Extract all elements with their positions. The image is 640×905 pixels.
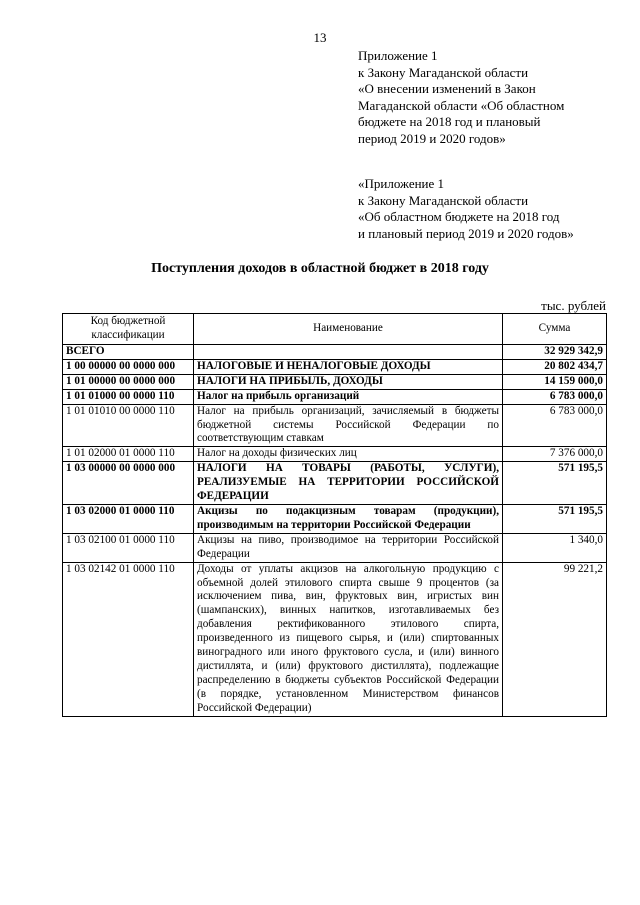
- table-row: [63, 447, 607, 462]
- cell-name: НАЛОГОВЫЕ И НЕНАЛОГОВЫЕ ДОХОДЫ: [194, 359, 503, 374]
- appendix-line: «Об областном бюджете на 2018 год: [358, 209, 560, 225]
- cell-sum: 571 195,5: [503, 504, 607, 533]
- appendix-line: период 2019 и 2020 годов»: [358, 130, 506, 146]
- cell-code: 1 01 01010 00 0000 110: [63, 404, 194, 447]
- table-body: [63, 345, 607, 717]
- cell-name: Налог на доходы физических лиц: [194, 447, 503, 462]
- appendix-line: Магаданской области «Об областном: [358, 97, 565, 113]
- table-row: [63, 345, 607, 360]
- table-header-row: [63, 314, 607, 345]
- table-row: [63, 374, 607, 389]
- cell-sum: 14 159 000,0: [503, 374, 607, 389]
- cell-name: Доходы от уплаты акцизов на алкогольную продукцию с объемной долей этилового спирта свыше 9 процентов (за исключением пива, вин, фруктовых вин, игристых вин (шампанских), винных напитков, изготавливаемых без добавления ректификованного этилового спирта, произведенного из пищевого сырья, и (или) спиртованных виноградного или иного фруктового сусла, и (или) винного дистиллята, и (или) фруктового дистиллята), подлежащие распределению в бюджеты субъектов Российской Федерации (в порядке, установленном Министерством финансов Российской Федерации): [194, 562, 503, 716]
- header-sum: Сумма: [503, 314, 607, 345]
- table-row: [63, 359, 607, 374]
- cell-name: Налог на прибыль организаций: [194, 389, 503, 404]
- cell-sum: 6 783 000,0: [503, 404, 607, 447]
- cell-name: Акцизы по подакцизным товарам (продукции), производимым на территории Российской Федерации: [194, 504, 503, 533]
- cell-code: 1 03 02142 01 0000 110: [63, 562, 194, 716]
- table-row: [63, 504, 607, 533]
- cell-sum: 1 340,0: [503, 533, 607, 562]
- cell-code: ВСЕГО: [63, 345, 194, 360]
- units-label: тыс. рублей: [541, 298, 606, 313]
- appendix-line: и плановый период 2019 и 2020 годов»: [358, 225, 574, 241]
- page-number: 13: [313, 30, 327, 45]
- cell-code: 1 01 02000 01 0000 110: [63, 447, 194, 462]
- cell-name: [194, 345, 503, 360]
- appendix-original-heading: [358, 176, 608, 242]
- appendix-heading: [358, 48, 608, 148]
- cell-sum: 6 783 000,0: [503, 389, 607, 404]
- cell-sum: 20 802 434,7: [503, 359, 607, 374]
- cell-name: Акцизы на пиво, производимое на территории Российской Федерации: [194, 533, 503, 562]
- cell-name: НАЛОГИ НА ПРИБЫЛЬ, ДОХОДЫ: [194, 374, 503, 389]
- appendix-line: «О внесении изменений в Закон: [358, 81, 536, 97]
- header-name: Наименование: [194, 314, 503, 345]
- cell-sum: 571 195,5: [503, 462, 607, 505]
- cell-name: НАЛОГИ НА ТОВАРЫ (РАБОТЫ, УСЛУГИ), РЕАЛИЗУЕМЫЕ НА ТЕРРИТОРИИ РОССИЙСКОЙ ФЕДЕРАЦИИ: [194, 462, 503, 505]
- cell-sum: 99 221,2: [503, 562, 607, 716]
- table-row: [63, 389, 607, 404]
- cell-code: 1 00 00000 00 0000 000: [63, 359, 194, 374]
- revenue-table: [62, 313, 607, 717]
- cell-code: 1 03 00000 00 0000 000: [63, 462, 194, 505]
- appendix-line: бюджете на 2018 год и плановый: [358, 114, 541, 130]
- appendix-line: Приложение 1: [358, 48, 438, 63]
- header-code: Код бюджетной классификации: [63, 314, 194, 345]
- cell-sum: 7 376 000,0: [503, 447, 607, 462]
- table-row: [63, 562, 607, 716]
- table-row: [63, 404, 607, 447]
- cell-code: 1 01 00000 00 0000 000: [63, 374, 194, 389]
- table-row: [63, 462, 607, 505]
- appendix-line: «Приложение 1: [358, 176, 445, 191]
- appendix-line: к Закону Магаданской области: [358, 192, 529, 208]
- cell-code: 1 03 02100 01 0000 110: [63, 533, 194, 562]
- cell-code: 1 01 01000 00 0000 110: [63, 389, 194, 404]
- table-row: [63, 533, 607, 562]
- document-title: Поступления доходов в областной бюджет в 2018 году: [151, 261, 489, 276]
- cell-sum: 32 929 342,9: [503, 345, 607, 360]
- cell-name: Налог на прибыль организаций, зачисляемый в бюджеты бюджетной системы Российской Федерации по соответствующим ставкам: [194, 404, 503, 447]
- appendix-line: к Закону Магаданской области: [358, 64, 529, 80]
- cell-code: 1 03 02000 01 0000 110: [63, 504, 194, 533]
